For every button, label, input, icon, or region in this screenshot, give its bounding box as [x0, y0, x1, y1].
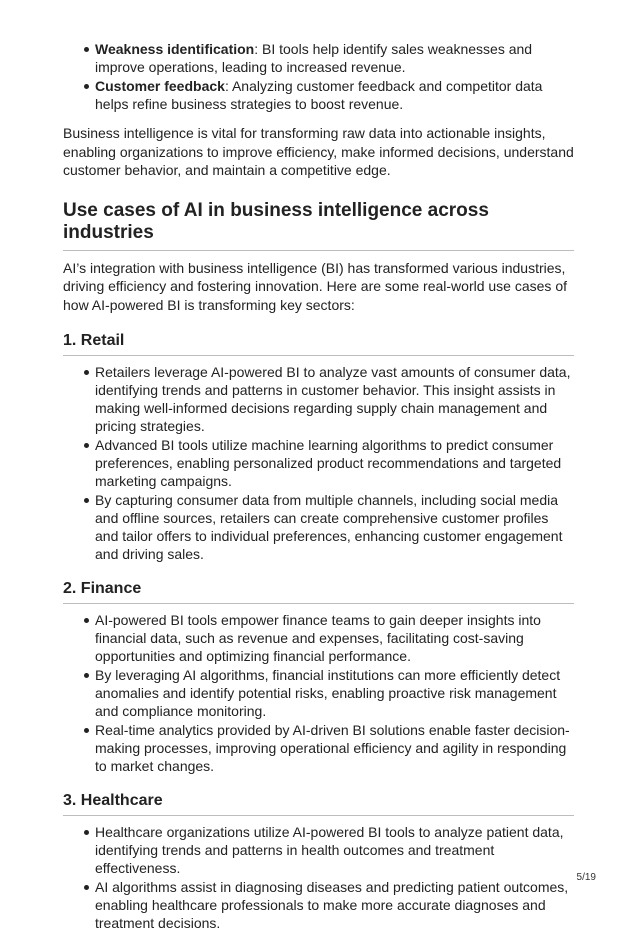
list-item-text: : BI tools help identify sales weaknesses and improve operations, leading to increased revenue. [95, 41, 533, 75]
list-item: By capturing consumer data from multiple channels, including social media and offline sources, retailers can create comprehensive customer profiles and tailor offers to individual preferences, enhancing customer engagement and driving sales. [63, 491, 574, 563]
list-item: AI-powered BI tools empower finance teams to gain deeper insights into financial data, such as revenue and expenses, facilitating cost-saving opportunities and optimizing financial performance. [63, 611, 574, 665]
document-page [63, 40, 574, 933]
list-item-text: : Analyzing customer feedback and competitor data helps refine business strategies to boost revenue. [95, 78, 543, 112]
healthcare-heading: 3. Healthcare [63, 791, 574, 816]
list-item: Retailers leverage AI-powered BI to analyze vast amounts of consumer data, identifying trends and patterns in customer behavior. This insight assists in making well-informed decisions regarding supply chain management and pricing strategies. [63, 363, 574, 435]
list-item [63, 40, 574, 76]
summary-paragraph: Business intelligence is vital for transforming raw data into actionable insights, enabling organizations to improve efficiency, make informed decisions, understand customer behavior, and maintain a competitive edge. [63, 125, 574, 178]
list-item: Advanced BI tools utilize machine learning algorithms to predict consumer preferences, enabling personalized product recommendations and targeted marketing campaigns. [63, 436, 574, 490]
list-item [63, 77, 574, 113]
intro-list [63, 40, 574, 113]
list-item-term: Customer feedback [95, 78, 225, 94]
list-item-term: Weakness identification [95, 41, 255, 57]
finance-list [63, 611, 574, 775]
section-heading: Use cases of AI in business intelligence across industries [63, 200, 574, 251]
section-intro-paragraph: AI’s integration with business intelligence (BI) has transformed various industries, driving efficiency and fostering innovation. Here are some real-world use cases of how AI-powered BI is transforming key sectors: [63, 259, 567, 313]
page-number: 5/19 [576, 872, 596, 883]
list-item: AI algorithms assist in diagnosing diseases and predicting patient outcomes, enabling healthcare professionals to make more accurate diagnoses and treatment decisions. [63, 878, 574, 932]
healthcare-list [63, 823, 574, 932]
finance-heading: 2. Finance [63, 579, 574, 604]
retail-heading: 1. Retail [63, 331, 574, 356]
list-item: Healthcare organizations utilize AI-powered BI tools to analyze patient data, identifying trends and patterns in health outcomes and treatment effectiveness. [63, 823, 574, 877]
list-item: By leveraging AI algorithms, financial institutions can more efficiently detect anomalies and identify potential risks, enabling proactive risk management and compliance monitoring. [63, 666, 574, 720]
retail-list [63, 363, 574, 563]
list-item: Real-time analytics provided by AI-driven BI solutions enable faster decision-making processes, improving operational efficiency and agility in responding to market changes. [63, 721, 574, 775]
